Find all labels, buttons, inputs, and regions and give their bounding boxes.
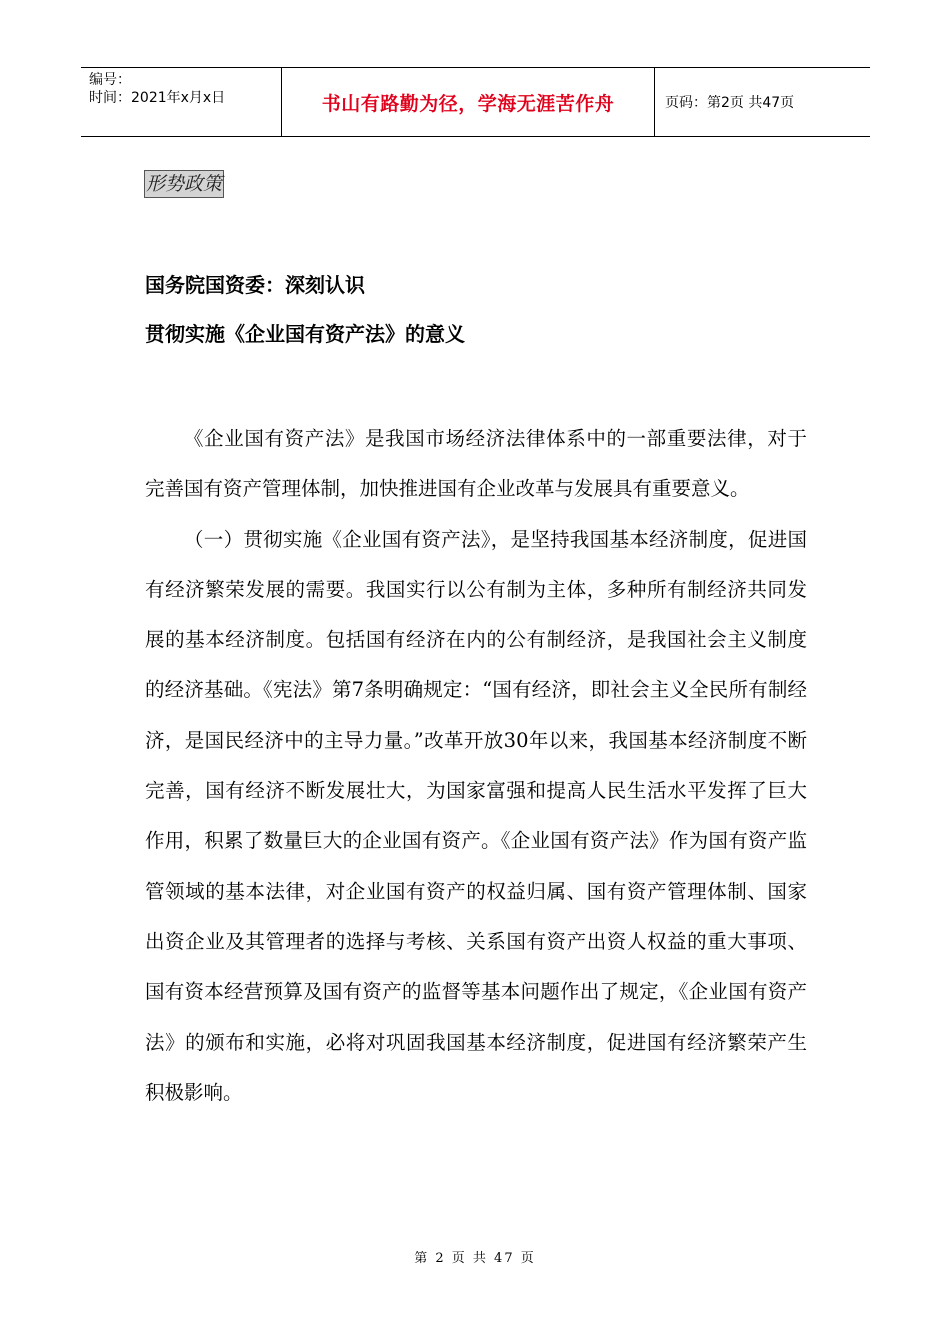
page-footer: 第 2 页 共 47 页 bbox=[414, 1251, 536, 1266]
paragraph: 《企业国有资产法》是我国市场经济法律体系中的一部重要法律，对于完善国有资产管理体制，加快推进国有企业改革与发展具有重要意义。 bbox=[145, 427, 807, 501]
number-label: 编号： bbox=[89, 72, 131, 88]
article-title-line-1: 国务院国资委：深刻认识 bbox=[145, 273, 365, 297]
page-header bbox=[81, 67, 870, 137]
header-motto: 书山有路勤为径，学海无涯苦作舟 bbox=[282, 68, 655, 136]
header-page-info: 页码：第2页 共47页 bbox=[665, 95, 795, 111]
paragraph: （一）贯彻实施《企业国有资产法》，是坚持我国基本经济制度，促进国有经济繁荣发展的需要。我国实行以公有制为主体，多种所有制经济共同发展的基本经济制度。包括国有经济在内的公有制经济，是我国社会主义制度的经济基础。《宪法》第7条明确规定：“国有经济，即社会主义全民所有制经济，是国民经济中的主导力量。”改革开放30年以来，我国基本经济制度不断完善，国有经济不断发展壮大，为国家富强和提高人民生活水平发挥了巨大作用，积累了数量巨大的企业国有资产。《企业国有资产法》作为国有资产监管领域的基本法律，对企业国有资产的权益归属、国有资产管理体制、国家出资企业及其管理者的选择与考核、关系国有资产出资人权益的重大事项、国有资本经营预算及国有资产的监督等基本问题作出了规定，《企业国有资产法》的颁布和实施，必将对巩固我国基本经济制度，促进国有经济繁荣产生积极影响。 bbox=[145, 527, 807, 1104]
article-title-line-2: 贯彻实施《企业国有资产法》的意义 bbox=[145, 322, 465, 346]
category-tag: 形势政策 bbox=[144, 170, 224, 198]
time-label: 时间：2021年x月x日 bbox=[89, 90, 226, 106]
header-meta bbox=[81, 68, 282, 136]
article-body bbox=[145, 414, 807, 1118]
